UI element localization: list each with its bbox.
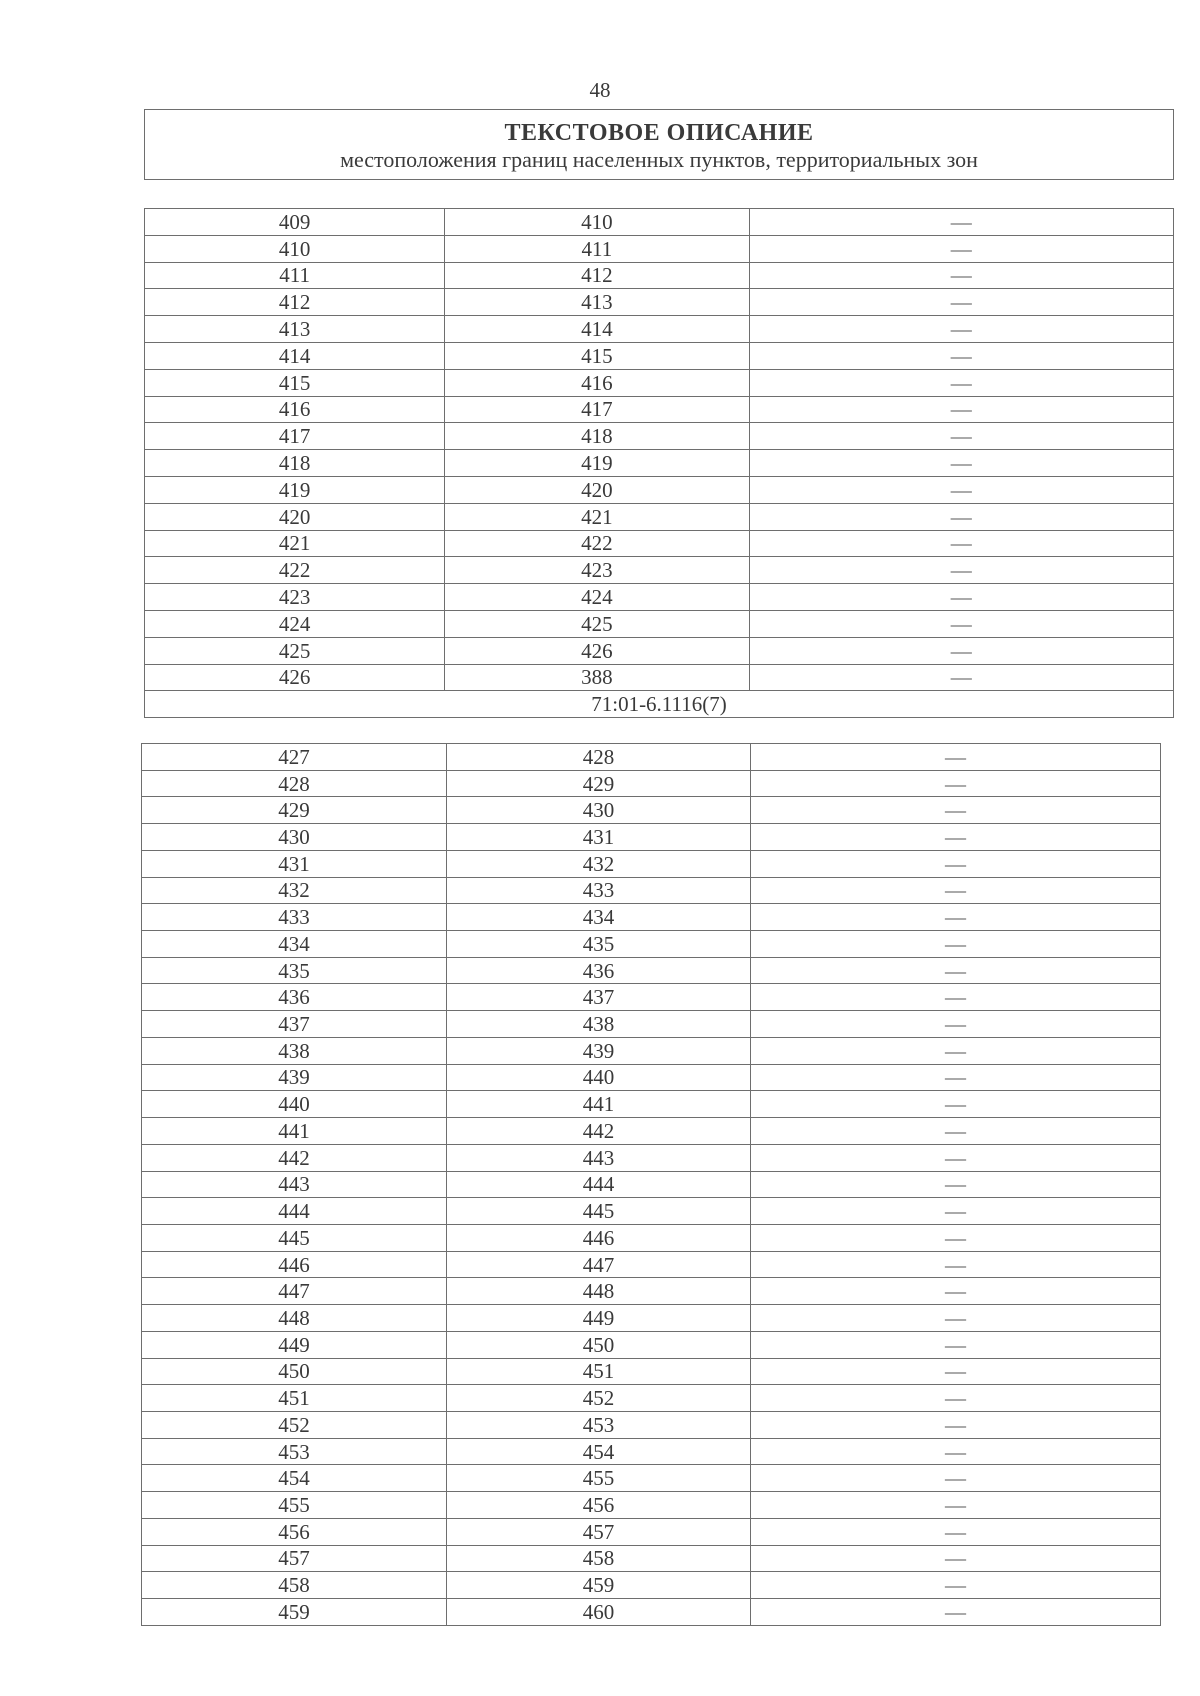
description-cell: —: [751, 1171, 1161, 1198]
point-from-cell: 432: [142, 877, 447, 904]
description-cell: —: [749, 423, 1173, 450]
point-to-cell: 436: [447, 957, 751, 984]
description-cell: —: [749, 584, 1173, 611]
point-to-cell: 454: [447, 1438, 751, 1465]
description-cell: —: [751, 1358, 1161, 1385]
point-to-cell: 457: [447, 1518, 751, 1545]
point-to-cell: 437: [447, 984, 751, 1011]
point-from-cell: 414: [145, 342, 445, 369]
table-row: [145, 316, 1174, 343]
table-row: [142, 850, 1161, 877]
description-cell: —: [749, 476, 1173, 503]
description-cell: —: [751, 850, 1161, 877]
point-from-cell: 422: [145, 557, 445, 584]
table-row: [142, 744, 1161, 771]
table-row: [142, 931, 1161, 958]
description-cell: —: [751, 797, 1161, 824]
point-from-cell: 444: [142, 1198, 447, 1225]
point-to-cell: 453: [447, 1411, 751, 1438]
point-from-cell: 436: [142, 984, 447, 1011]
point-from-cell: 447: [142, 1278, 447, 1305]
point-from-cell: 457: [142, 1545, 447, 1572]
point-from-cell: 425: [145, 637, 445, 664]
point-to-cell: 456: [447, 1492, 751, 1519]
point-from-cell: 449: [142, 1331, 447, 1358]
point-from-cell: 445: [142, 1224, 447, 1251]
point-from-cell: 443: [142, 1171, 447, 1198]
description-cell: —: [749, 637, 1173, 664]
description-cell: —: [751, 1144, 1161, 1171]
table-row: [142, 770, 1161, 797]
point-to-cell: 431: [447, 824, 751, 851]
point-to-cell: 432: [447, 850, 751, 877]
point-to-cell: 455: [447, 1465, 751, 1492]
description-cell: —: [751, 770, 1161, 797]
description-cell: —: [749, 235, 1173, 262]
table-row: [142, 1438, 1161, 1465]
table-row: [145, 396, 1174, 423]
description-cell: —: [751, 1518, 1161, 1545]
table-row: [145, 557, 1174, 584]
point-to-cell: 448: [447, 1278, 751, 1305]
point-to-cell: 420: [445, 476, 749, 503]
point-to-cell: 440: [447, 1064, 751, 1091]
description-cell: —: [749, 530, 1173, 557]
description-cell: —: [751, 1011, 1161, 1038]
point-from-cell: 428: [142, 770, 447, 797]
point-from-cell: 452: [142, 1411, 447, 1438]
point-from-cell: 427: [142, 744, 447, 771]
description-cell: —: [751, 1198, 1161, 1225]
point-to-cell: 438: [447, 1011, 751, 1038]
point-from-cell: 455: [142, 1492, 447, 1519]
point-to-cell: 460: [447, 1599, 751, 1626]
point-from-cell: 420: [145, 503, 445, 530]
point-from-cell: 419: [145, 476, 445, 503]
point-to-cell: 414: [445, 316, 749, 343]
table-row: [145, 369, 1174, 396]
point-to-cell: 445: [447, 1198, 751, 1225]
point-to-cell: 388: [445, 664, 749, 691]
point-from-cell: 450: [142, 1358, 447, 1385]
point-to-cell: 447: [447, 1251, 751, 1278]
table-row: [145, 289, 1174, 316]
point-to-cell: 410: [445, 209, 749, 236]
table-row: [142, 1144, 1161, 1171]
table-row: [142, 1599, 1161, 1626]
point-from-cell: 417: [145, 423, 445, 450]
point-from-cell: 409: [145, 209, 445, 236]
table-row: [142, 877, 1161, 904]
point-to-cell: 446: [447, 1224, 751, 1251]
point-from-cell: 438: [142, 1037, 447, 1064]
point-from-cell: 421: [145, 530, 445, 557]
description-cell: —: [751, 1411, 1161, 1438]
point-from-cell: 434: [142, 931, 447, 958]
point-to-cell: 428: [447, 744, 751, 771]
point-from-cell: 430: [142, 824, 447, 851]
table-row: [142, 1331, 1161, 1358]
boundary-table-top-body: [145, 209, 1174, 718]
description-cell: —: [751, 1037, 1161, 1064]
zone-code-label: 71:01-6.1116(7): [145, 691, 1174, 718]
point-to-cell: 449: [447, 1305, 751, 1332]
description-cell: —: [751, 1385, 1161, 1412]
table-row: [145, 637, 1174, 664]
table-row: [142, 984, 1161, 1011]
description-cell: —: [751, 1545, 1161, 1572]
point-from-cell: 456: [142, 1518, 447, 1545]
boundary-table-top: [144, 208, 1174, 718]
point-to-cell: 415: [445, 342, 749, 369]
point-to-cell: 413: [445, 289, 749, 316]
description-cell: —: [751, 1091, 1161, 1118]
description-cell: —: [751, 1064, 1161, 1091]
point-to-cell: 444: [447, 1171, 751, 1198]
table-row: [145, 610, 1174, 637]
description-cell: —: [749, 262, 1173, 289]
description-cell: —: [751, 1572, 1161, 1599]
point-from-cell: 418: [145, 450, 445, 477]
point-from-cell: 429: [142, 797, 447, 824]
document-header: [144, 109, 1174, 180]
table-row: [142, 957, 1161, 984]
description-cell: —: [751, 1305, 1161, 1332]
table-row: [142, 1305, 1161, 1332]
point-to-cell: 425: [445, 610, 749, 637]
description-cell: —: [751, 824, 1161, 851]
point-to-cell: 423: [445, 557, 749, 584]
table-row: [145, 664, 1174, 691]
point-from-cell: 426: [145, 664, 445, 691]
table-row: [142, 1411, 1161, 1438]
table-row: [145, 423, 1174, 450]
description-cell: —: [751, 1599, 1161, 1626]
point-to-cell: 458: [447, 1545, 751, 1572]
table-row: [145, 209, 1174, 236]
description-cell: —: [751, 744, 1161, 771]
description-cell: —: [749, 209, 1173, 236]
point-to-cell: 441: [447, 1091, 751, 1118]
point-to-cell: 443: [447, 1144, 751, 1171]
point-to-cell: 411: [445, 235, 749, 262]
point-to-cell: 435: [447, 931, 751, 958]
table-row: [145, 450, 1174, 477]
table-row: [142, 1492, 1161, 1519]
description-cell: —: [751, 1331, 1161, 1358]
table-row: [142, 1091, 1161, 1118]
point-from-cell: 439: [142, 1064, 447, 1091]
table-row: [142, 1545, 1161, 1572]
table-row: [142, 1224, 1161, 1251]
table-row: [145, 503, 1174, 530]
description-cell: —: [749, 396, 1173, 423]
point-from-cell: 410: [145, 235, 445, 262]
table-row: [145, 262, 1174, 289]
point-from-cell: 441: [142, 1118, 447, 1145]
table-row: [142, 1358, 1161, 1385]
point-from-cell: 411: [145, 262, 445, 289]
point-to-cell: 421: [445, 503, 749, 530]
table-row: [142, 1011, 1161, 1038]
point-to-cell: 422: [445, 530, 749, 557]
point-to-cell: 416: [445, 369, 749, 396]
table-row: [145, 476, 1174, 503]
point-from-cell: 424: [145, 610, 445, 637]
point-to-cell: 424: [445, 584, 749, 611]
description-cell: —: [749, 289, 1173, 316]
description-cell: —: [749, 557, 1173, 584]
point-from-cell: 435: [142, 957, 447, 984]
table-row: [142, 1064, 1161, 1091]
description-cell: —: [749, 316, 1173, 343]
point-from-cell: 451: [142, 1385, 447, 1412]
point-to-cell: 429: [447, 770, 751, 797]
point-from-cell: 433: [142, 904, 447, 931]
description-cell: —: [751, 877, 1161, 904]
table-row: [142, 824, 1161, 851]
document-title: ТЕКСТОВОЕ ОПИСАНИЕ: [504, 120, 814, 146]
point-to-cell: 452: [447, 1385, 751, 1412]
point-to-cell: 459: [447, 1572, 751, 1599]
description-cell: —: [751, 1251, 1161, 1278]
table-row: [142, 1278, 1161, 1305]
point-from-cell: 458: [142, 1572, 447, 1599]
description-cell: —: [749, 450, 1173, 477]
table-row: [142, 1118, 1161, 1145]
point-to-cell: 433: [447, 877, 751, 904]
description-cell: —: [749, 369, 1173, 396]
point-to-cell: 450: [447, 1331, 751, 1358]
table-row: [145, 342, 1174, 369]
description-cell: —: [751, 931, 1161, 958]
point-from-cell: 437: [142, 1011, 447, 1038]
table-row: [142, 1198, 1161, 1225]
point-to-cell: 419: [445, 450, 749, 477]
table-row: [142, 1465, 1161, 1492]
description-cell: —: [751, 904, 1161, 931]
point-to-cell: 434: [447, 904, 751, 931]
description-cell: —: [751, 1438, 1161, 1465]
point-from-cell: 431: [142, 850, 447, 877]
document-subtitle: местоположения границ населенных пунктов, территориальных зон: [340, 147, 978, 172]
description-cell: —: [751, 957, 1161, 984]
table-row: [142, 904, 1161, 931]
point-from-cell: 454: [142, 1465, 447, 1492]
table-row: [142, 1171, 1161, 1198]
point-to-cell: 426: [445, 637, 749, 664]
description-cell: —: [751, 1224, 1161, 1251]
table-row: [142, 1385, 1161, 1412]
boundary-table-bottom-body: [142, 744, 1161, 1626]
description-cell: —: [749, 664, 1173, 691]
section-row: [145, 691, 1174, 718]
point-to-cell: 412: [445, 262, 749, 289]
description-cell: —: [749, 342, 1173, 369]
table-row: [145, 530, 1174, 557]
point-from-cell: 440: [142, 1091, 447, 1118]
table-row: [145, 584, 1174, 611]
point-from-cell: 442: [142, 1144, 447, 1171]
page-number: 48: [589, 78, 611, 102]
point-to-cell: 451: [447, 1358, 751, 1385]
description-cell: —: [751, 1118, 1161, 1145]
description-cell: —: [751, 1465, 1161, 1492]
point-from-cell: 448: [142, 1305, 447, 1332]
point-from-cell: 459: [142, 1599, 447, 1626]
description-cell: —: [751, 984, 1161, 1011]
point-to-cell: 430: [447, 797, 751, 824]
description-cell: —: [751, 1278, 1161, 1305]
boundary-table-bottom: [141, 743, 1161, 1626]
point-from-cell: 453: [142, 1438, 447, 1465]
table-row: [142, 1572, 1161, 1599]
table-row: [145, 235, 1174, 262]
point-from-cell: 412: [145, 289, 445, 316]
point-from-cell: 415: [145, 369, 445, 396]
table-row: [142, 1037, 1161, 1064]
description-cell: —: [749, 503, 1173, 530]
point-to-cell: 442: [447, 1118, 751, 1145]
description-cell: —: [751, 1492, 1161, 1519]
point-from-cell: 416: [145, 396, 445, 423]
point-to-cell: 439: [447, 1037, 751, 1064]
point-from-cell: 423: [145, 584, 445, 611]
point-from-cell: 446: [142, 1251, 447, 1278]
description-cell: —: [749, 610, 1173, 637]
table-row: [142, 1518, 1161, 1545]
point-from-cell: 413: [145, 316, 445, 343]
table-row: [142, 1251, 1161, 1278]
point-to-cell: 418: [445, 423, 749, 450]
table-row: [142, 797, 1161, 824]
point-to-cell: 417: [445, 396, 749, 423]
